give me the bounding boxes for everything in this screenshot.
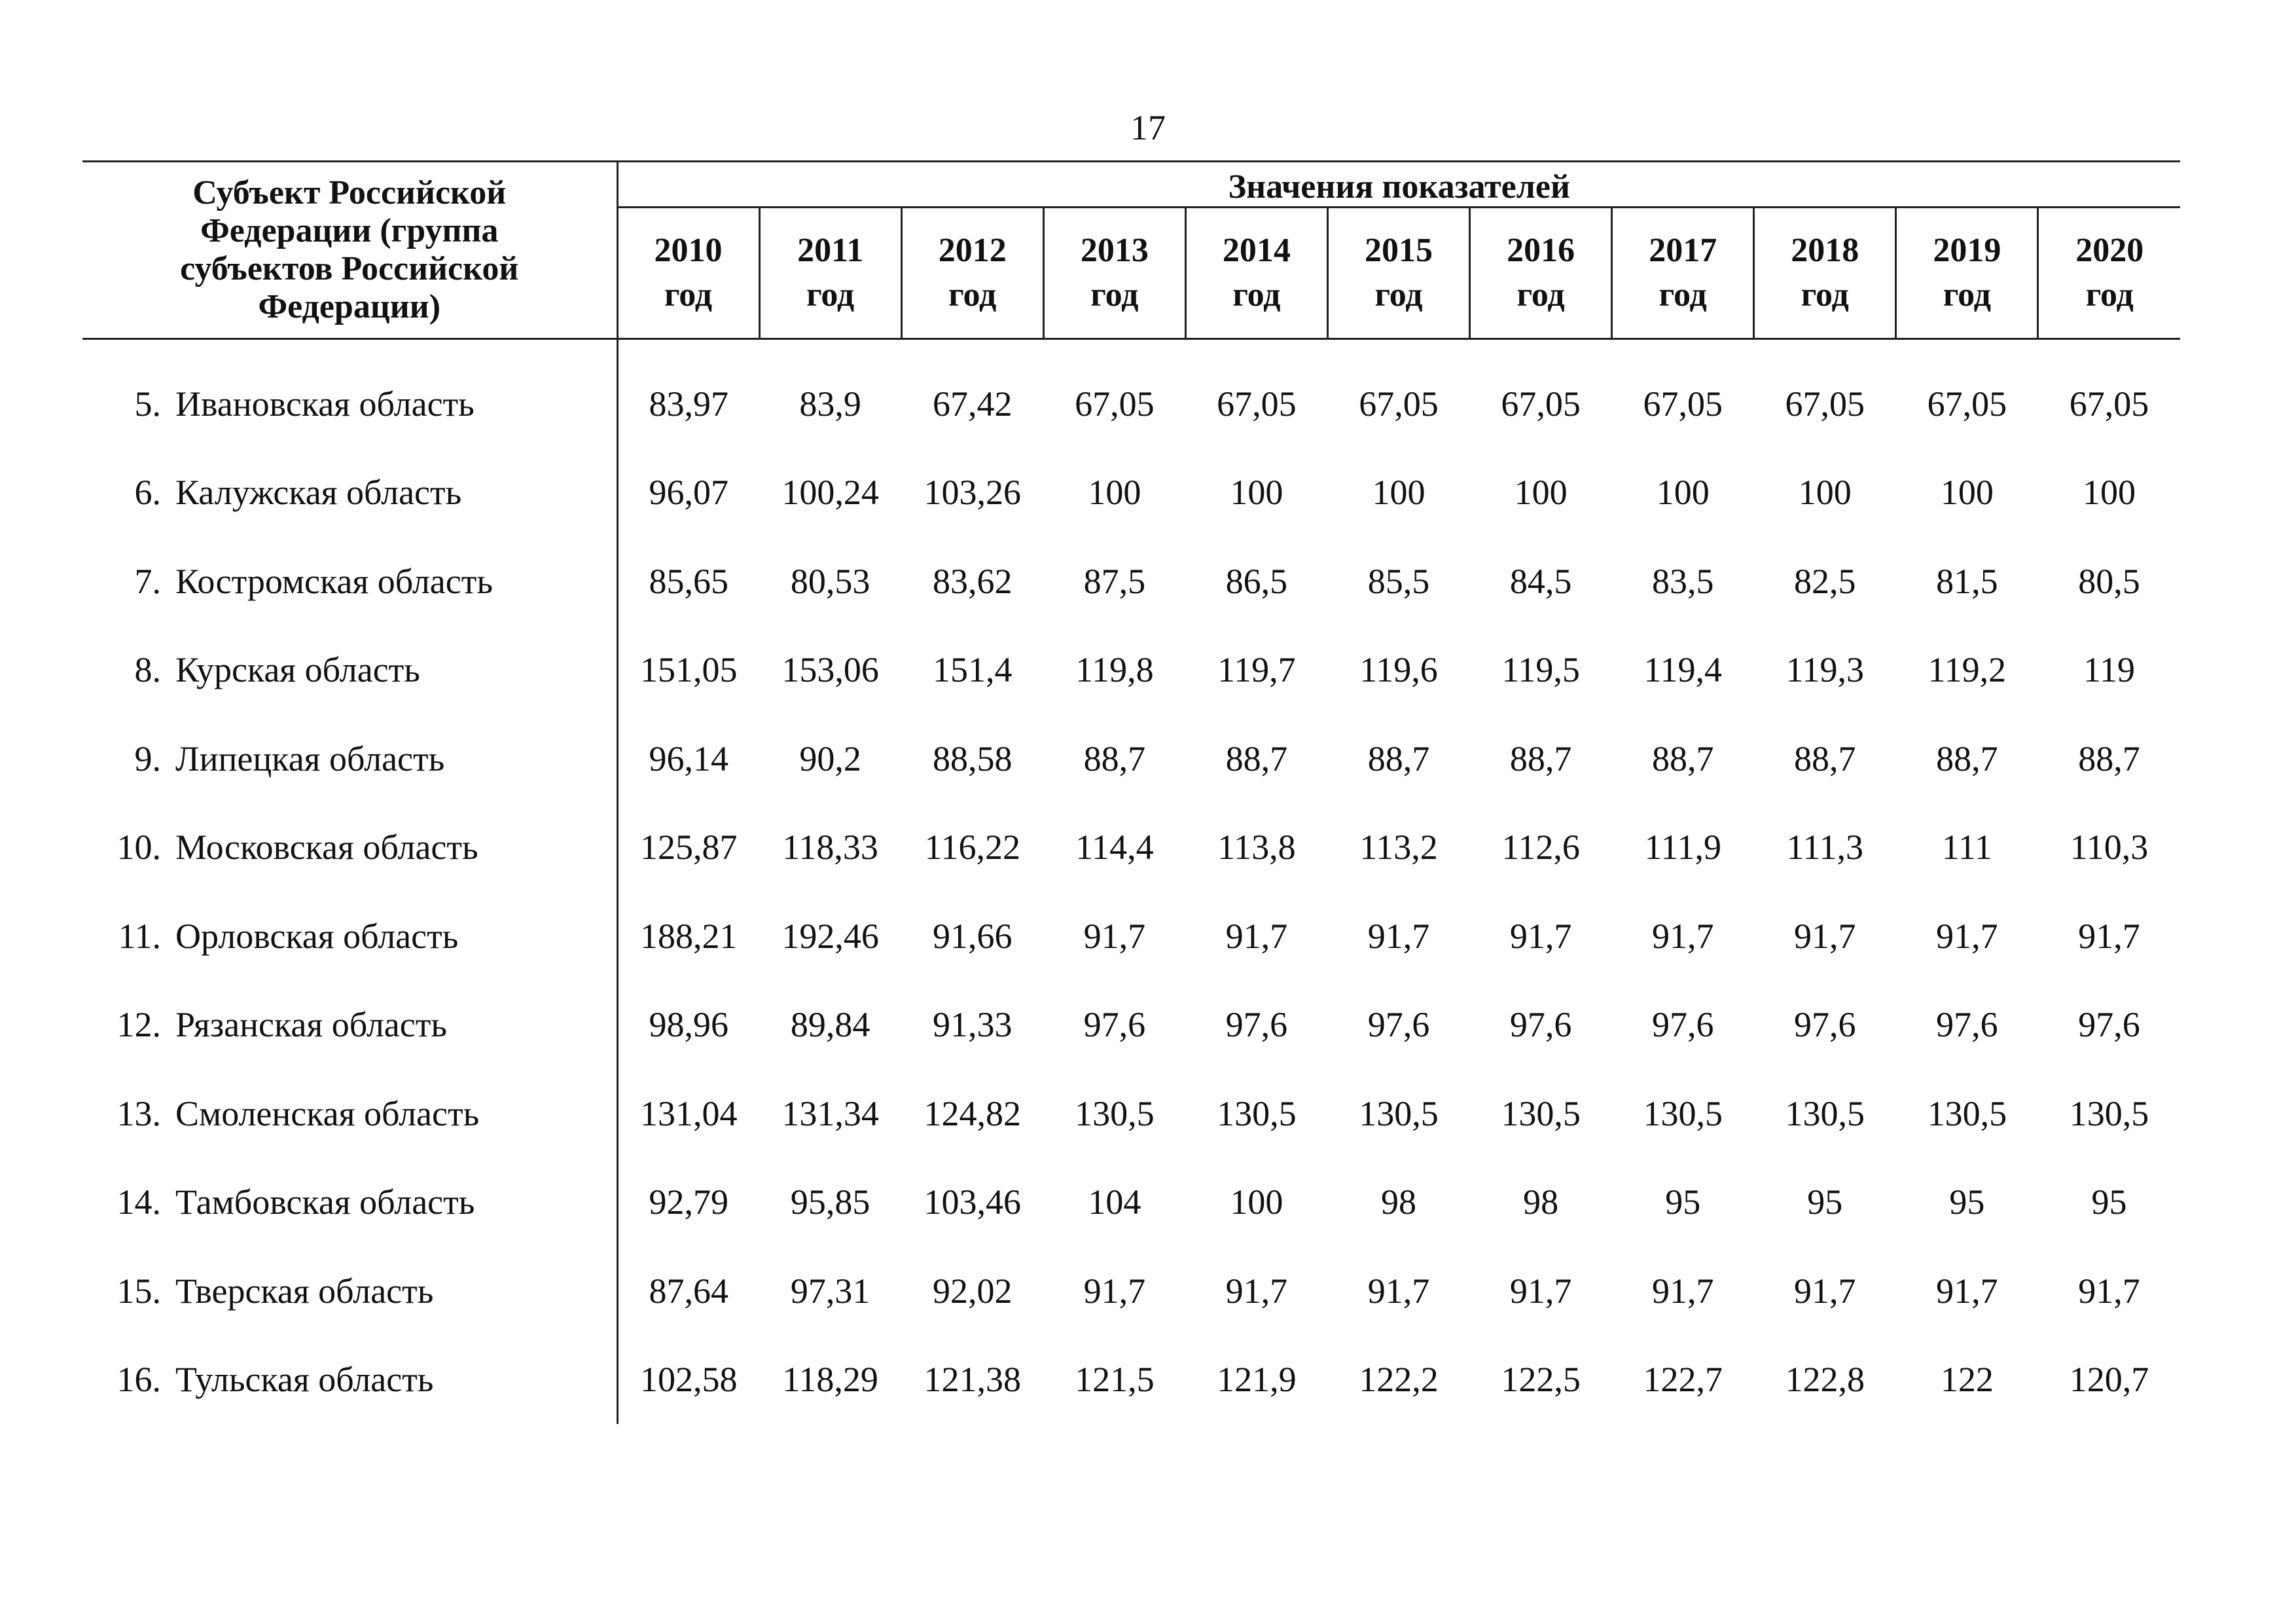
value-cell: 97,6 [2078, 1005, 2140, 1045]
subject-cell [82, 537, 617, 626]
region-name: Тамбовская область [175, 1182, 475, 1222]
subject-cell [82, 359, 617, 448]
value-cell: 91,7 [1794, 916, 1856, 956]
table-row [82, 537, 2180, 626]
value-cell: 91,7 [1936, 1271, 1998, 1311]
row-number: 5. [134, 384, 161, 424]
table-row [82, 1247, 2180, 1336]
table-header [82, 162, 2180, 339]
value-cell: 130,5 [1643, 1093, 1723, 1133]
region-name: Ивановская область [175, 384, 475, 424]
year-label: 2014 [1222, 231, 1291, 269]
value-cell: 130,5 [1075, 1093, 1155, 1133]
value-cell: 112,6 [1501, 828, 1580, 867]
value-cell: 110,3 [2070, 828, 2149, 867]
value-cell: 100 [1656, 473, 1710, 513]
value-cell: 113,2 [1359, 828, 1438, 867]
region-name: Орловская область [175, 916, 459, 956]
year-unit: год [1374, 276, 1423, 314]
value-cell: 98 [1381, 1182, 1417, 1222]
value-cell: 88,7 [1651, 739, 1714, 778]
value-cell: 96,14 [649, 739, 729, 778]
value-cell: 130,5 [1359, 1093, 1439, 1133]
value-cell: 67,05 [1785, 384, 1865, 424]
subject-header-line: Федерации) [258, 288, 441, 325]
row-number: 10. [117, 828, 161, 867]
value-cell: 92,79 [649, 1182, 729, 1222]
table-row [82, 803, 2180, 892]
table-row [82, 981, 2180, 1070]
value-cell: 122,2 [1359, 1360, 1439, 1400]
year-label: 2011 [797, 231, 864, 269]
subject-cell [82, 448, 617, 538]
value-cell: 91,7 [1509, 916, 1572, 956]
value-cell: 97,6 [1794, 1005, 1856, 1045]
year-unit: год [1659, 276, 1707, 314]
value-cell: 83,9 [799, 384, 861, 424]
value-cell: 119,7 [1217, 650, 1296, 690]
year-label: 2017 [1649, 231, 1717, 269]
region-name: Курская область [175, 650, 420, 690]
value-cell: 80,5 [2078, 561, 2140, 601]
table-row [82, 626, 2180, 715]
year-unit: год [1943, 276, 1991, 314]
value-cell: 91,66 [932, 916, 1013, 956]
value-cell: 91,7 [1936, 916, 1998, 956]
value-cell: 67,05 [1075, 384, 1155, 424]
year-label: 2018 [1791, 231, 1859, 269]
year-label: 2020 [2075, 231, 2144, 269]
value-cell: 119,8 [1075, 650, 1154, 690]
subject-cell [82, 981, 617, 1070]
value-cell: 192,46 [781, 916, 879, 956]
value-cell: 121,5 [1075, 1360, 1155, 1400]
value-cell: 91,7 [1651, 1271, 1714, 1311]
value-cell: 83,62 [932, 561, 1013, 601]
region-name: Костромская область [175, 561, 493, 601]
year-column-header [1470, 207, 1612, 339]
row-number: 16. [117, 1360, 161, 1400]
value-cell: 81,5 [1936, 561, 1998, 601]
value-cell: 104 [1088, 1182, 1141, 1222]
value-cell: 91,7 [1083, 916, 1146, 956]
value-cell: 95 [2091, 1182, 2127, 1222]
value-cell: 130,5 [1785, 1093, 1865, 1133]
year-label: 2016 [1507, 231, 1575, 269]
value-cell: 95,85 [790, 1182, 870, 1222]
value-cell: 97,6 [1367, 1005, 1430, 1045]
year-unit: год [2085, 276, 2134, 314]
row-number: 15. [117, 1271, 161, 1311]
row-number: 6. [134, 473, 161, 513]
value-cell: 88,7 [1936, 739, 1998, 778]
value-cell: 130,5 [1217, 1093, 1297, 1133]
row-number: 8. [134, 650, 161, 690]
value-cell: 87,64 [649, 1271, 729, 1311]
value-cell: 118,29 [782, 1360, 878, 1400]
year-label: 2013 [1080, 231, 1149, 269]
value-cell: 130,5 [1501, 1093, 1581, 1133]
value-cell: 85,65 [649, 561, 729, 601]
value-cell: 100 [1940, 473, 1994, 513]
year-unit: год [1232, 276, 1281, 314]
value-cell: 67,05 [2069, 384, 2149, 424]
value-cell: 103,46 [924, 1182, 1021, 1222]
region-name: Липецкая область [175, 739, 445, 778]
subject-column-header [82, 162, 617, 339]
table-row [82, 448, 2180, 538]
row-number: 12. [117, 1005, 161, 1045]
year-unit: год [1801, 276, 1849, 314]
subject-cell [82, 1336, 617, 1425]
value-cell: 86,5 [1225, 561, 1288, 601]
region-name: Тверская область [175, 1271, 434, 1311]
subject-cell [82, 714, 617, 803]
value-cell: 153,06 [781, 650, 879, 690]
value-cell: 97,6 [1083, 1005, 1146, 1045]
value-cell: 83,5 [1651, 561, 1714, 601]
spacer-cell [82, 339, 617, 360]
value-cell: 100 [1088, 473, 1141, 513]
values-group-header: Значения показателей [617, 162, 2180, 208]
value-cell: 67,05 [1217, 384, 1297, 424]
value-cell: 95 [1949, 1182, 1985, 1222]
value-cell: 122,5 [1501, 1360, 1581, 1400]
value-cell: 98,96 [649, 1005, 729, 1045]
value-cell: 67,05 [1359, 384, 1439, 424]
value-cell: 80,53 [790, 561, 870, 601]
value-cell: 91,7 [2078, 916, 2140, 956]
value-cell: 119,6 [1359, 650, 1438, 690]
region-name: Калужская область [175, 473, 462, 513]
value-cell: 67,05 [1927, 384, 2007, 424]
value-cell: 91,7 [1225, 916, 1288, 956]
value-cell: 151,4 [932, 650, 1013, 690]
subject-cell [82, 1247, 617, 1336]
page-number: 17 [1130, 108, 1166, 147]
value-cell: 92,02 [932, 1271, 1013, 1311]
table-row [82, 714, 2180, 803]
table-row [82, 1069, 2180, 1158]
value-cell: 122,7 [1643, 1360, 1723, 1400]
value-cell: 84,5 [1509, 561, 1572, 601]
value-cell: 88,7 [1794, 739, 1856, 778]
subject-cell [82, 803, 617, 892]
value-cell: 100 [1798, 473, 1852, 513]
value-cell: 89,84 [790, 1005, 870, 1045]
header-spacer [82, 339, 2180, 360]
year-column-header [1896, 207, 2038, 339]
value-cell: 85,5 [1367, 561, 1430, 601]
year-unit: год [948, 276, 997, 314]
value-cell: 91,7 [1651, 916, 1714, 956]
value-cell: 113,8 [1217, 828, 1296, 867]
value-cell: 91,7 [2078, 1271, 2140, 1311]
year-unit: год [664, 276, 713, 314]
value-cell: 88,7 [1367, 739, 1430, 778]
value-cell: 96,07 [649, 473, 729, 513]
value-cell: 119,5 [1501, 650, 1580, 690]
year-column-header [901, 207, 1043, 339]
value-cell: 114,4 [1075, 828, 1154, 867]
value-cell: 97,6 [1225, 1005, 1288, 1045]
value-cell: 103,26 [924, 473, 1021, 513]
subject-cell [82, 1069, 617, 1158]
value-cell: 100 [2083, 473, 2136, 513]
value-cell: 122 [1940, 1360, 1994, 1400]
row-number: 11. [118, 916, 161, 956]
value-cell: 100,24 [781, 473, 879, 513]
value-cell: 95 [1807, 1182, 1843, 1222]
value-cell: 111,9 [1644, 828, 1721, 867]
subject-cell [82, 1158, 617, 1247]
year-column-header [2038, 207, 2180, 339]
value-cell: 91,7 [1509, 1271, 1572, 1311]
value-cell: 122,8 [1785, 1360, 1865, 1400]
year-column-header [1612, 207, 1754, 339]
table-row [82, 892, 2180, 981]
value-cell: 100 [1372, 473, 1426, 513]
value-cell: 97,6 [1509, 1005, 1572, 1045]
value-cell: 82,5 [1794, 561, 1856, 601]
year-label: 2015 [1365, 231, 1433, 269]
value-cell: 91,7 [1367, 916, 1430, 956]
value-cell: 102,58 [640, 1360, 738, 1400]
value-cell: 131,34 [781, 1093, 879, 1133]
value-cell: 111 [1941, 828, 1992, 867]
value-cell: 119 [2083, 650, 2136, 690]
value-cell: 100 [1514, 473, 1568, 513]
value-cell: 119,4 [1643, 650, 1722, 690]
year-unit: год [806, 276, 855, 314]
value-cell: 88,58 [932, 739, 1013, 778]
value-cell: 91,7 [1794, 1271, 1856, 1311]
year-unit: год [1090, 276, 1139, 314]
value-cell: 120,7 [2069, 1360, 2149, 1400]
value-cell: 131,04 [640, 1093, 738, 1133]
value-cell: 119,2 [1928, 650, 2007, 690]
year-column-header [617, 207, 759, 339]
value-cell: 90,2 [799, 739, 861, 778]
value-cell: 116,22 [924, 828, 1020, 867]
subject-header-line: Федерации (группа [200, 212, 499, 249]
value-cell: 151,05 [640, 650, 738, 690]
value-cell: 98 [1523, 1182, 1559, 1222]
table-row [82, 359, 2180, 448]
year-label: 2012 [938, 231, 1007, 269]
value-cell: 188,21 [640, 916, 738, 956]
region-name: Рязанская область [175, 1005, 447, 1045]
row-number: 9. [134, 739, 161, 778]
value-cell: 130,5 [2069, 1093, 2149, 1133]
value-cell: 119,3 [1785, 650, 1865, 690]
year-column-header [1754, 207, 1896, 339]
year-unit: год [1516, 276, 1565, 314]
subject-cell [82, 892, 617, 981]
year-label: 2010 [654, 231, 723, 269]
value-cell: 87,5 [1083, 561, 1146, 601]
value-cell: 121,9 [1217, 1360, 1297, 1400]
value-cell: 125,87 [640, 828, 738, 867]
subject-header-line: Субъект Российской [192, 174, 507, 211]
region-name: Тульская область [175, 1360, 434, 1400]
subject-cell [82, 626, 617, 715]
value-cell: 83,97 [649, 384, 729, 424]
year-column-header [1327, 207, 1469, 339]
value-cell: 88,7 [1509, 739, 1572, 778]
value-cell: 67,05 [1643, 384, 1723, 424]
value-cell: 100 [1230, 1182, 1283, 1222]
value-cell: 118,33 [782, 828, 878, 867]
table-row [82, 1336, 2180, 1425]
value-cell: 67,42 [932, 384, 1013, 424]
value-cell: 124,82 [924, 1093, 1021, 1133]
value-cell: 100 [1230, 473, 1283, 513]
indicator-table [82, 160, 2180, 1424]
value-cell: 88,7 [2078, 739, 2140, 778]
value-cell: 97,6 [1936, 1005, 1998, 1045]
value-cell: 91,33 [932, 1005, 1013, 1045]
table-body [82, 339, 2180, 1425]
value-cell: 130,5 [1927, 1093, 2007, 1133]
value-cell: 67,05 [1501, 384, 1581, 424]
row-number: 13. [117, 1093, 161, 1133]
table-row [82, 1158, 2180, 1247]
value-cell: 121,38 [924, 1360, 1021, 1400]
value-cell: 88,7 [1225, 739, 1288, 778]
year-column-header [759, 207, 901, 339]
value-cell: 91,7 [1367, 1271, 1430, 1311]
value-cell: 111,3 [1786, 828, 1864, 867]
region-name: Смоленская область [175, 1093, 480, 1133]
year-label: 2019 [1933, 231, 2001, 269]
value-cell: 97,31 [790, 1271, 870, 1311]
value-cell: 95 [1665, 1182, 1701, 1222]
row-number: 14. [117, 1182, 161, 1222]
value-cell: 97,6 [1651, 1005, 1714, 1045]
subject-header-line: субъектов Российской [180, 250, 519, 287]
spacer-cell [617, 339, 2180, 360]
row-number: 7. [134, 561, 161, 601]
year-column-header [1185, 207, 1327, 339]
year-column-header [1043, 207, 1185, 339]
region-name: Московская область [175, 828, 478, 867]
value-cell: 88,7 [1083, 739, 1146, 778]
value-cell: 91,7 [1083, 1271, 1146, 1311]
value-cell: 91,7 [1225, 1271, 1288, 1311]
